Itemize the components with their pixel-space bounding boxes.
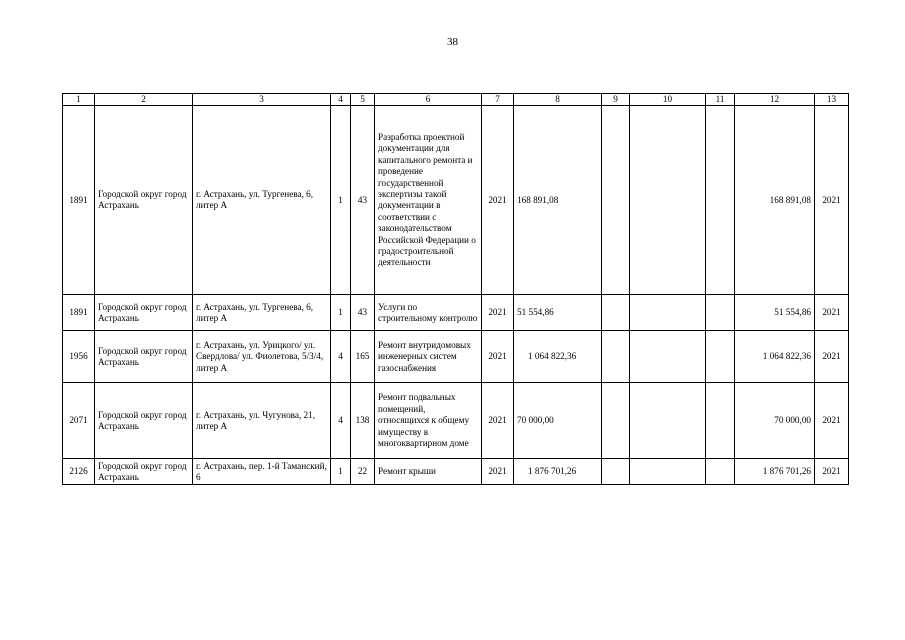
col4-cell: 1 — [331, 295, 351, 331]
year-cell: 2021 — [482, 459, 514, 485]
work-type-cell: Ремонт внутридомовых инженерных систем газоснабжения — [375, 331, 482, 383]
col10-cell — [630, 295, 706, 331]
cost-cell: 70 000,00 — [514, 383, 602, 459]
col4-cell: 4 — [331, 331, 351, 383]
address-cell: г. Астрахань, ул. Чугунова, 21, литер А — [193, 383, 331, 459]
house-id-cell: 1891 — [63, 106, 95, 295]
column-number: 2 — [95, 94, 193, 106]
col12-cost-cell: 1 876 701,26 — [735, 459, 815, 485]
col9-cell — [602, 295, 630, 331]
col5-cell: 165 — [351, 331, 375, 383]
year-cell: 2021 — [482, 331, 514, 383]
column-number: 7 — [482, 94, 514, 106]
repair-program-table — [62, 93, 849, 485]
col12-cost-cell: 51 554,86 — [735, 295, 815, 331]
work-type-cell: Услуги по строительному контролю — [375, 295, 482, 331]
column-number: 6 — [375, 94, 482, 106]
col11-cell — [706, 295, 735, 331]
col5-cell: 138 — [351, 383, 375, 459]
cost-cell: 1 064 822,36 — [514, 331, 602, 383]
col11-cell — [706, 331, 735, 383]
column-number: 1 — [63, 94, 95, 106]
year-cell: 2021 — [482, 383, 514, 459]
col13-year-cell: 2021 — [815, 459, 849, 485]
col9-cell — [602, 459, 630, 485]
column-number: 11 — [706, 94, 735, 106]
table-row — [63, 331, 849, 383]
col5-cell: 22 — [351, 459, 375, 485]
cost-cell: 1 876 701,26 — [514, 459, 602, 485]
column-number: 9 — [602, 94, 630, 106]
municipality-cell: Городской округ город Астрахань — [95, 383, 193, 459]
work-type-cell: Ремонт подвальных помещений, относящихся к общему имуществу в многоквартирном доме — [375, 383, 482, 459]
col12-cost-cell: 70 000,00 — [735, 383, 815, 459]
col4-cell: 1 — [331, 106, 351, 295]
cost-cell: 51 554,86 — [514, 295, 602, 331]
col5-cell: 43 — [351, 295, 375, 331]
column-number: 10 — [630, 94, 706, 106]
col4-cell: 1 — [331, 459, 351, 485]
col12-cost-cell: 168 891,08 — [735, 106, 815, 295]
column-number: 3 — [193, 94, 331, 106]
col13-year-cell: 2021 — [815, 106, 849, 295]
col13-year-cell: 2021 — [815, 383, 849, 459]
col9-cell — [602, 331, 630, 383]
col13-year-cell: 2021 — [815, 295, 849, 331]
col10-cell — [630, 459, 706, 485]
col11-cell — [706, 459, 735, 485]
col4-cell: 4 — [331, 383, 351, 459]
column-number: 12 — [735, 94, 815, 106]
address-cell: г. Астрахань, ул. Тургенева, 6, литер А — [193, 106, 331, 295]
cost-cell: 168 891,08 — [514, 106, 602, 295]
col10-cell — [630, 106, 706, 295]
col12-cost-cell: 1 064 822,36 — [735, 331, 815, 383]
year-cell: 2021 — [482, 106, 514, 295]
column-number: 5 — [351, 94, 375, 106]
year-cell: 2021 — [482, 295, 514, 331]
column-number: 4 — [331, 94, 351, 106]
municipality-cell: Городской округ город Астрахань — [95, 106, 193, 295]
address-cell: г. Астрахань, ул. Урицкого/ ул. Свердлова/ ул. Фиолетова, 5/3/4, литер А — [193, 331, 331, 383]
col5-cell: 43 — [351, 106, 375, 295]
col13-year-cell: 2021 — [815, 331, 849, 383]
municipality-cell: Городской округ город Астрахань — [95, 331, 193, 383]
column-number: 8 — [514, 94, 602, 106]
table-row — [63, 459, 849, 485]
house-id-cell: 1956 — [63, 331, 95, 383]
col11-cell — [706, 383, 735, 459]
page-number: 38 — [447, 36, 458, 48]
col11-cell — [706, 106, 735, 295]
work-type-cell: Разработка проектной документации для капитального ремонта и проведение государственной экспертизы такой документации в соответствии с законодательством Российской Федерации о градостроительной деятельности — [375, 106, 482, 295]
house-id-cell: 2071 — [63, 383, 95, 459]
col10-cell — [630, 383, 706, 459]
col9-cell — [602, 106, 630, 295]
address-cell: г. Астрахань, пер. 1-й Таманский, 6 — [193, 459, 331, 485]
table-row — [63, 383, 849, 459]
municipality-cell: Городской округ город Астрахань — [95, 459, 193, 485]
column-number: 13 — [815, 94, 849, 106]
col9-cell — [602, 383, 630, 459]
house-id-cell: 2126 — [63, 459, 95, 485]
table-row — [63, 106, 849, 295]
municipality-cell: Городской округ город Астрахань — [95, 295, 193, 331]
col10-cell — [630, 331, 706, 383]
house-id-cell: 1891 — [63, 295, 95, 331]
table-row — [63, 295, 849, 331]
column-number-header-row — [63, 94, 849, 106]
address-cell: г. Астрахань, ул. Тургенева, 6, литер А — [193, 295, 331, 331]
work-type-cell: Ремонт крыши — [375, 459, 482, 485]
